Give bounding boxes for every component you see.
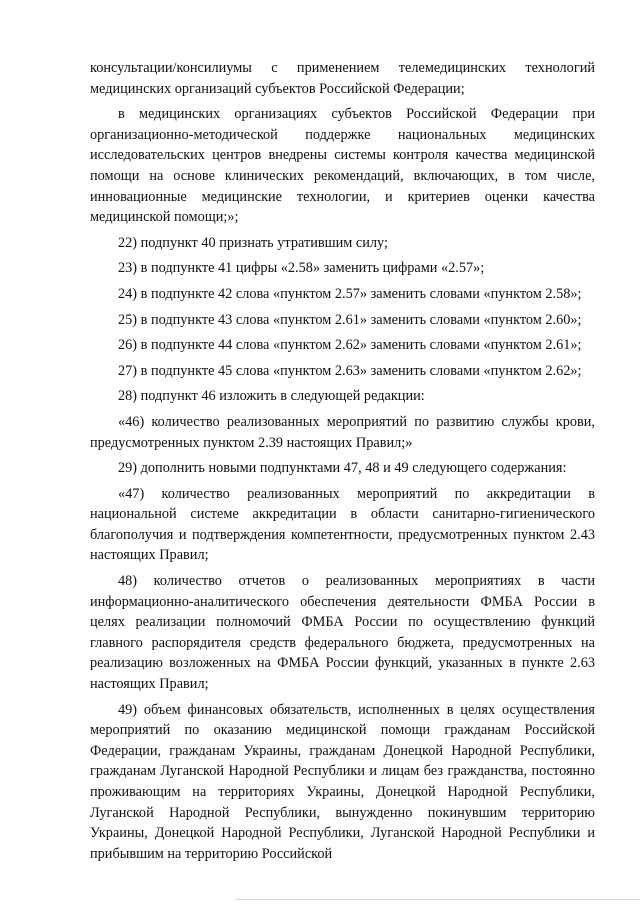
paragraph-24: 24) в подпункте 42 слова «пунктом 2.57» заменить словами «пунктом 2.58»; — [118, 285, 582, 302]
paragraph-25: 25) в подпункте 43 слова «пунктом 2.61» заменить словами «пунктом 2.60»; — [118, 311, 582, 328]
paragraph-quality-control: в медицинских организациях субъектов Российской Федерации при организационно-методической поддержке национальных медицинских исследовательских центров внедрены системы контроля качества медицинской помощи на основе клинических рекомендаций, включающих, в том числе, инновационные медицинские технологии, и критериев оценки качества медицинской помощи;»; — [90, 106, 595, 226]
paragraph-47-quote: «47) количество реализованных мероприятий по аккредитации в национальной системе аккредитации в области санитарно-гигиенического благополучия и подтверждения компетентности, предусмотренных пунктом 2.43 настоящих Правил; — [90, 485, 595, 564]
scan-edge-divider — [235, 899, 640, 900]
paragraph-26: 26) в подпункте 44 слова «пунктом 2.62» заменить словами «пунктом 2.61»; — [118, 337, 582, 354]
paragraph-46-quote: «46) количество реализованных мероприятий по развитию службы крови, предусмотренных пунктом 2.39 настоящих Правил;» — [90, 413, 595, 451]
paragraph-continuation: консультации/консилиумы с применением телемедицинских технологий медицинских организаций субъектов Российской Федерации; — [90, 60, 595, 97]
paragraph-27: 27) в подпункте 45 слова «пунктом 2.63» заменить словами «пунктом 2.62»; — [118, 362, 582, 379]
paragraph-23: 23) в подпункте 41 цифры «2.58» заменить цифрами «2.57»; — [118, 260, 485, 277]
document-body — [90, 58, 595, 864]
paragraph-29: 29) дополнить новыми подпунктами 47, 48 и 49 следующего содержания: — [118, 460, 567, 477]
paragraph-22: 22) подпункт 40 признать утратившим силу; — [118, 234, 388, 251]
paragraph-49: 49) объем финансовых обязательств, исполненных в целях осуществления мероприятий по оказанию медицинской помощи гражданам Российской Федерации, гражданам Украины, гражданам Донецкой Народной Республики, гражданам Луганской Народной Республики и лицам без гражданства, постоянно проживающим на территориях Украины, Донецкой Народной Республики, Луганской Народной Республики, вынужденно покинувшим территорию Украины, Донецкой Народной Республики, Луганской Народной Республики и прибывшим на территорию Российской — [90, 701, 595, 862]
paragraph-28: 28) подпункт 46 изложить в следующей редакции: — [118, 388, 425, 405]
paragraph-48: 48) количество отчетов о реализованных мероприятиях в части информационно-аналитического обеспечения деятельности ФМБА России в целях реализации полномочий ФМБА России по осуществлению функций главного распорядителя средств федерального бюджета, предусмотренных на реализацию возложенных на ФМБА России функций, указанных в пункте 2.63 настоящих Правил; — [90, 573, 595, 693]
